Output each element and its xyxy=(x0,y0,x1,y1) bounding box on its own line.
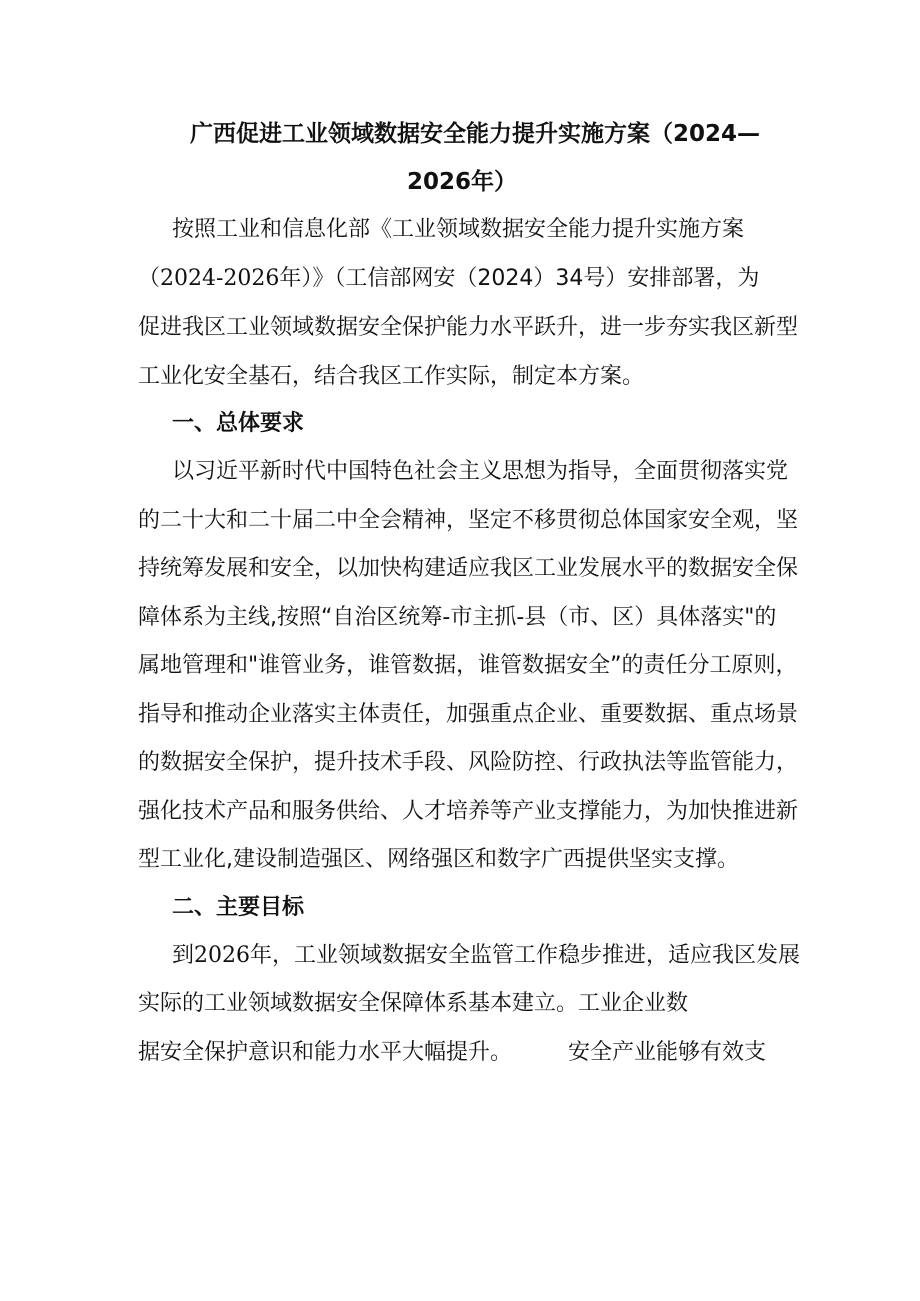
section-1-line-3: 持统筹发展和安全，以加快构建适应我区工业发展水平的数据安全保 xyxy=(138,556,799,581)
section-2-line-1-year: 到2026年， xyxy=(172,943,294,968)
section-1-line-4: 障体系为主线,按照“自治区统筹-市主抓-县（市、区）具体落实"的 xyxy=(138,605,777,630)
intro-line-2-period: （2024-2026年） xyxy=(138,266,313,291)
intro-line-3: 促进我区工业领域数据安全保护能力水平跃升，进一步夯实我区新型 xyxy=(138,315,799,340)
document-title-line-2: 2026年） xyxy=(407,169,518,195)
intro-line-2 xyxy=(138,264,759,294)
section-1-line-9: 型工业化,建设制造强区、网络强区和数字广西提供坚实支撑。 xyxy=(138,847,739,872)
intro-line-4: 工业化安全基石，结合我区工作实际，制定本方案。 xyxy=(138,364,645,389)
section-1-line-5: 属地管理和"谁管业务，谁管数据，谁管数据安全”的责任分工原则， xyxy=(138,653,798,678)
intro-line-2-rest: 》（工信部网安（2024）34号）安排部署，为 xyxy=(312,266,760,291)
section-2-line-2: 实际的工业领域数据安全保障体系基本建立。工业企业数 xyxy=(138,991,689,1016)
section-2-line-1-rest: 工业领域数据安全监管工作稳步推进，适应我区发展 xyxy=(294,943,801,968)
section-1-line-7: 的数据安全保护，提升技术手段、风险防控、行政执法等监管能力， xyxy=(138,750,799,775)
section-1-line-1: 以习近平新时代中国特色社会主义思想为指导，全面贯彻落实党 xyxy=(172,459,789,484)
section-2-line-3b: 安全产业能够有效支 xyxy=(568,1040,767,1065)
intro-line-1: 按照工业和信息化部《工业领域数据安全能力提升实施方案 xyxy=(172,217,745,242)
section-1-line-6: 指导和推动企业落实主体责任，加强重点企业、重要数据、重点场景 xyxy=(138,702,799,727)
section-2-line-1 xyxy=(172,941,800,971)
section-1-line-2: 的二十大和二十届二中全会精神，坚定不移贯彻总体国家安全观，坚 xyxy=(138,508,799,533)
document-title-line-1: 广西促进工业领域数据安全能力提升实施方案（2024— xyxy=(190,121,761,147)
section-1-line-8: 强化技术产品和服务供给、人才培养等产业支撑能力，为加快推进新 xyxy=(138,799,799,824)
section-1-heading: 一、总体要求 xyxy=(172,411,305,436)
section-2-line-3a: 据安全保护意识和能力水平大幅提升。 xyxy=(138,1040,513,1065)
section-2-heading: 二、主要目标 xyxy=(172,895,305,920)
